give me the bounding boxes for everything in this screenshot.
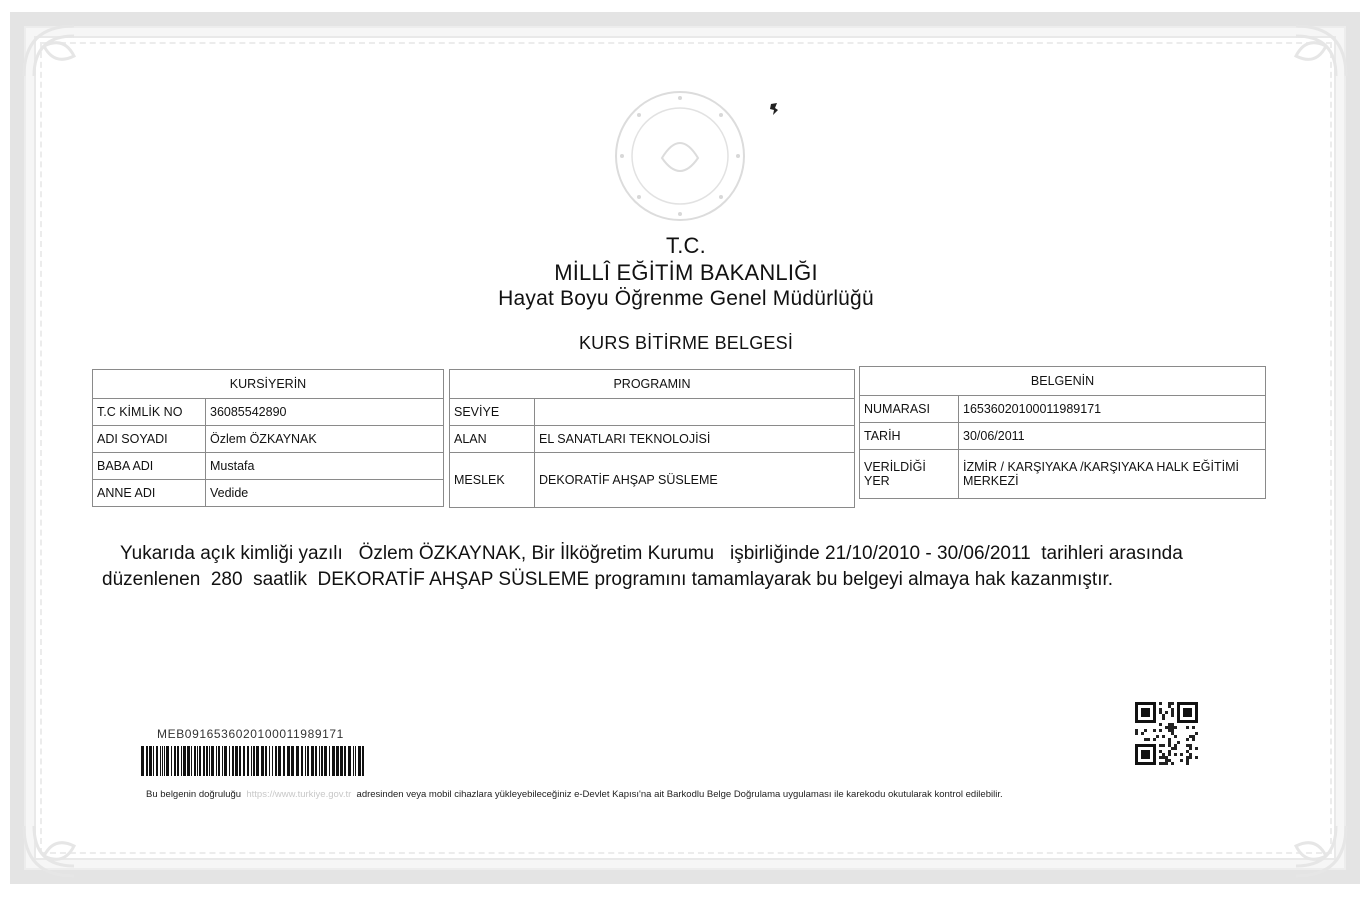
document-title: KURS BİTİRME BELGESİ <box>578 333 794 353</box>
trainee-value: Mustafa <box>206 453 444 480</box>
ornament-top-right-icon <box>1236 16 1356 136</box>
trainee-heading: KURSİYERİN <box>93 370 444 399</box>
table-row <box>93 453 444 480</box>
certificate-table <box>859 366 1266 499</box>
trainee-label: BABA ADI <box>93 453 206 480</box>
table-row <box>450 399 855 426</box>
certificate-label: NUMARASI <box>860 396 959 423</box>
certificate-label: VERİLDİĞİ YER <box>860 450 959 499</box>
verification-link[interactable]: https://www.turkiye.gov.tr <box>246 789 352 800</box>
program-heading: PROGRAMIN <box>450 370 855 399</box>
trainee-value: Vedide <box>206 480 444 507</box>
certificate-label: TARİH <box>860 423 959 450</box>
statement-name: Özlem ÖZKAYNAK, <box>358 543 527 564</box>
trainee-value: Özlem ÖZKAYNAK <box>206 426 444 453</box>
ornament-top-left-icon <box>14 16 134 136</box>
table-row <box>450 453 855 508</box>
barcode-number: MEB0916536020100011989171 <box>157 727 344 741</box>
statement-program: DEKORATİF AHŞAP SÜSLEME <box>317 569 590 590</box>
verification-footer <box>146 789 1206 800</box>
ministry-seal-icon <box>612 88 748 224</box>
barcode-icon <box>141 746 365 776</box>
directorate-name: Hayat Boyu Öğrenme Genel Müdürlüğü <box>498 287 874 310</box>
table-row <box>860 396 1266 423</box>
statement-institution: Bir İlköğretim Kurumu <box>531 543 715 564</box>
trainee-value: 36085542890 <box>206 399 444 426</box>
trainee-label: T.C KİMLİK NO <box>93 399 206 426</box>
statement-paragraph <box>102 541 1232 593</box>
program-value <box>535 399 855 426</box>
program-table <box>449 369 855 508</box>
ink-mark-icon <box>768 102 780 116</box>
certificate-value: 16536020100011989171 <box>959 396 1266 423</box>
ornament-bottom-left-icon <box>14 766 134 886</box>
table-row <box>860 423 1266 450</box>
table-row <box>93 399 444 426</box>
trainee-table <box>92 369 444 507</box>
program-label: SEVİYE <box>450 399 535 426</box>
table-row <box>93 480 444 507</box>
header-tc: T.C. <box>666 233 706 258</box>
certificate-value: 30/06/2011 <box>959 423 1266 450</box>
ornament-bottom-right-icon <box>1236 766 1356 886</box>
table-row <box>93 426 444 453</box>
program-label: ALAN <box>450 426 535 453</box>
footer-text: adresinden veya mobil cihazlara yükleyebileceğiniz e-Devlet Kapısı'na ait Barkodlu Belge Doğrulama uygulaması ile karekodu okutularak kontrol edilebilir. <box>356 789 1003 800</box>
statement-dates: 21/10/2010 - 30/06/2011 <box>825 543 1031 564</box>
trainee-label: ADI SOYADI <box>93 426 206 453</box>
statement-text: Yukarıda açık kimliği yazılı <box>120 543 343 564</box>
statement-text: işbirliğinde <box>729 543 820 564</box>
certificate-value: İZMİR / KARŞIYAKA /KARŞIYAKA HALK EĞİTİMİ MERKEZİ <box>959 450 1266 499</box>
program-label: MESLEK <box>450 453 535 508</box>
table-row <box>860 450 1266 499</box>
statement-hours: 280 <box>210 569 243 590</box>
program-value: EL SANATLARI TEKNOLOJİSİ <box>535 426 855 453</box>
table-row <box>450 426 855 453</box>
statement-text: programını tamamlayarak bu belgeyi almaya hak kazanmıştır. <box>594 569 1114 590</box>
qr-code-icon <box>1135 702 1198 765</box>
ministry-name: MİLLÎ EĞİTİM BAKANLIĞI <box>554 260 818 285</box>
footer-text: Bu belgenin doğruluğu <box>146 789 242 800</box>
certificate-heading: BELGENİN <box>860 367 1266 396</box>
statement-text: tarihleri arasında düzenlenen <box>102 543 1183 590</box>
program-value: DEKORATİF AHŞAP SÜSLEME <box>535 453 855 508</box>
statement-text: saatlik <box>253 569 307 590</box>
trainee-label: ANNE ADI <box>93 480 206 507</box>
